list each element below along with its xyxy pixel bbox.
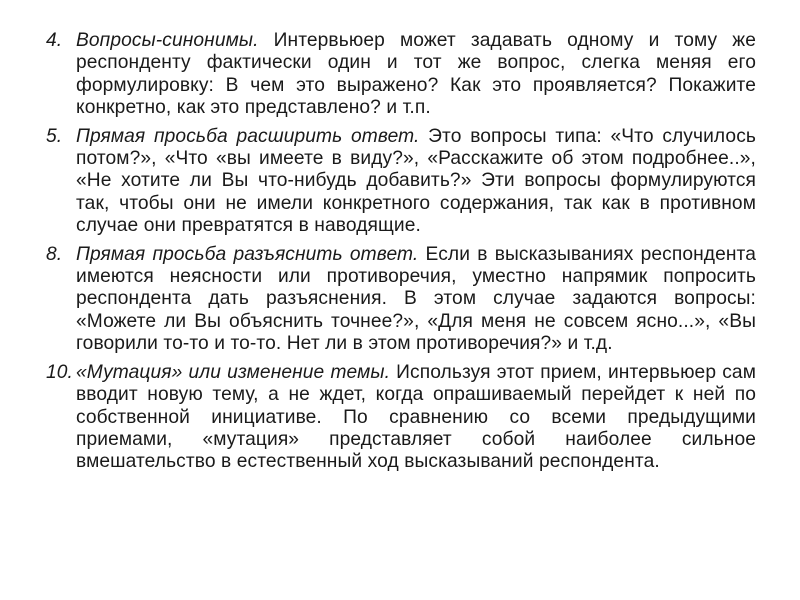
list-item-4 [46,30,756,120]
item-number: 5. [46,125,63,147]
item-body: Интервьюер может задавать одному и тому же респонденту фактически один и тот же вопрос, слегка меняя его формулировку: В чем это выражено? Как это проявляется? Покажите конкретно, как это представлено? и т.п. [76,30,756,119]
item-term: Вопросы-синонимы. [76,30,259,51]
item-term: «Мутация» или изменение темы. [76,361,390,383]
item-number: 8. [46,243,63,265]
item-number: 10. [46,361,73,383]
item-body: Это вопросы типа: «Что случилось потом?», «Что «вы имеете в виду?», «Расскажите об этом подробнее..», «Не хотите ли Вы что-нибудь добавить?» Эти вопросы формулируются так, чтобы они не имели конкретного содержания, так как в противном случае они превратятся в наводящие. [76,125,756,237]
list-item-5 [46,126,756,238]
list-item-8 [46,244,756,356]
item-number: 4. [46,30,63,51]
item-body: Если в высказываниях респондента имеются неясности или противоречия, уместно напрямик попросить респондента дать разъяснения. В этом случае задаются вопросы: «Можете ли Вы объяснить точнее?», «Для меня не совсем ясно...», «Вы говорили то-то и то-то. Нет ли в этом противоречия?» и т.д. [76,243,756,355]
item-body: Используя этот прием, интервьюер сам вводит новую тему, а не ждет, когда опрашиваемый перейдет к ней по собственной инициативе. По сравнению со всеми предыдущими приемами, «мутация» представляет собой наиболее сильное вмешательство в естественный ход высказываний респондента. [76,361,756,473]
list-item-10 [46,362,756,474]
item-term: Прямая просьба разъяснить ответ. [76,243,419,265]
item-term: Прямая просьба расширить ответ. [76,125,420,147]
